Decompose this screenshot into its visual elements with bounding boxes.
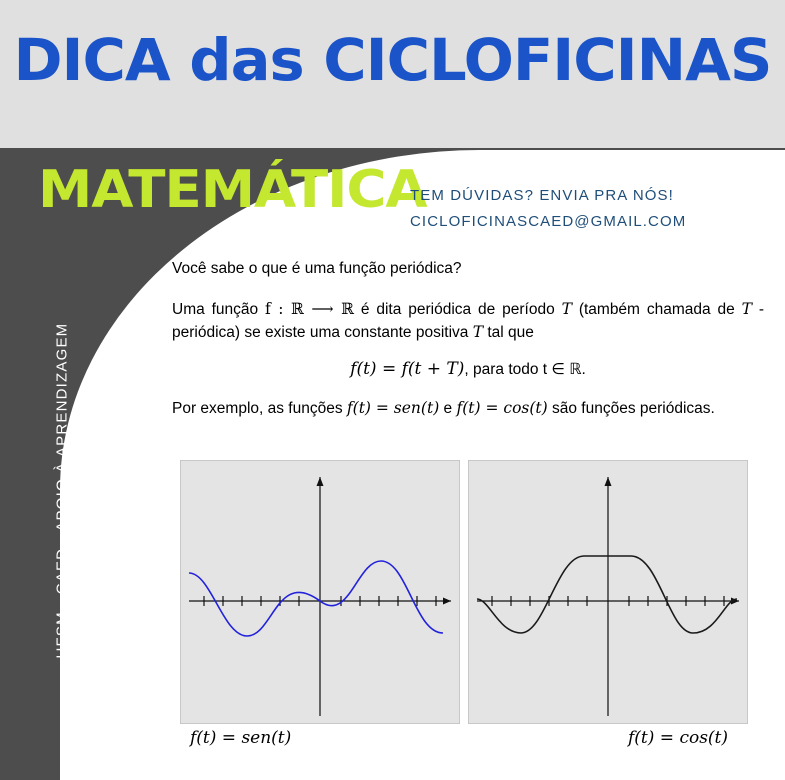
example-part-2: são funções periódicas. [547, 400, 715, 417]
banner-title: DICA das CICLOFICINAS [13, 26, 772, 94]
cosine-caption: f(t) = cos(t) [628, 728, 729, 748]
equation-expression: f(t) = f(t + T) [350, 359, 465, 379]
example-part-1: Por exemplo, as funções [172, 400, 347, 417]
cosine-graph-panel [468, 460, 748, 724]
cosine-y-axis-arrow [605, 477, 612, 486]
periodicity-equation [172, 358, 764, 381]
definition-part-1: Uma função [172, 301, 266, 318]
sine-graph-panel [180, 460, 460, 724]
sidebar-vertical-label: UFSM - CAED - APOIO À APRENDIZAGEM [53, 322, 71, 659]
graph-panels [180, 460, 754, 725]
question-paragraph [172, 258, 764, 280]
contact-email: CICLOFICINASCAED@GMAIL.COM [410, 213, 687, 230]
contact-line-1: TEM DÚVIDAS? ENVIA PRA NÓS! [410, 187, 674, 204]
definition-part-3: (também chamada de [571, 301, 742, 318]
sine-x-axis-arrow [443, 598, 451, 605]
top-banner [0, 0, 785, 148]
definition-part-4: -periódica) se existe uma constante positiva [172, 301, 765, 341]
sine-caption: f(t) = sen(t) [190, 728, 292, 748]
main-content [172, 258, 764, 434]
definition-paragraph [172, 298, 764, 344]
example-paragraph [172, 397, 764, 420]
definition-function-notation: f : ℝ ⟶ ℝ [265, 300, 354, 318]
contact-block [410, 183, 686, 235]
subject-title: MATEMÁTICA [38, 160, 427, 220]
example-function-cos: f(t) = cos(t) [456, 399, 548, 417]
definition-period-symbol-1: T [561, 300, 572, 318]
equation-qualifier: , para todo t ∈ ℝ. [464, 361, 586, 378]
sine-curve [189, 561, 443, 636]
question-text: Você sabe o que é uma função periódica? [172, 260, 462, 277]
example-function-sin: f(t) = sen(t) [346, 399, 440, 417]
definition-part-2: é dita periódica de período [353, 301, 562, 318]
definition-period-symbol-2: T [741, 300, 752, 318]
sine-y-axis-arrow [317, 477, 324, 486]
definition-period-symbol-3: T [472, 323, 484, 341]
cosine-graph-svg [469, 461, 747, 723]
cosine-curve [477, 556, 737, 633]
example-conjunction: e [439, 400, 457, 417]
sine-graph-svg [181, 461, 459, 723]
definition-part-5: tal que [483, 324, 534, 341]
